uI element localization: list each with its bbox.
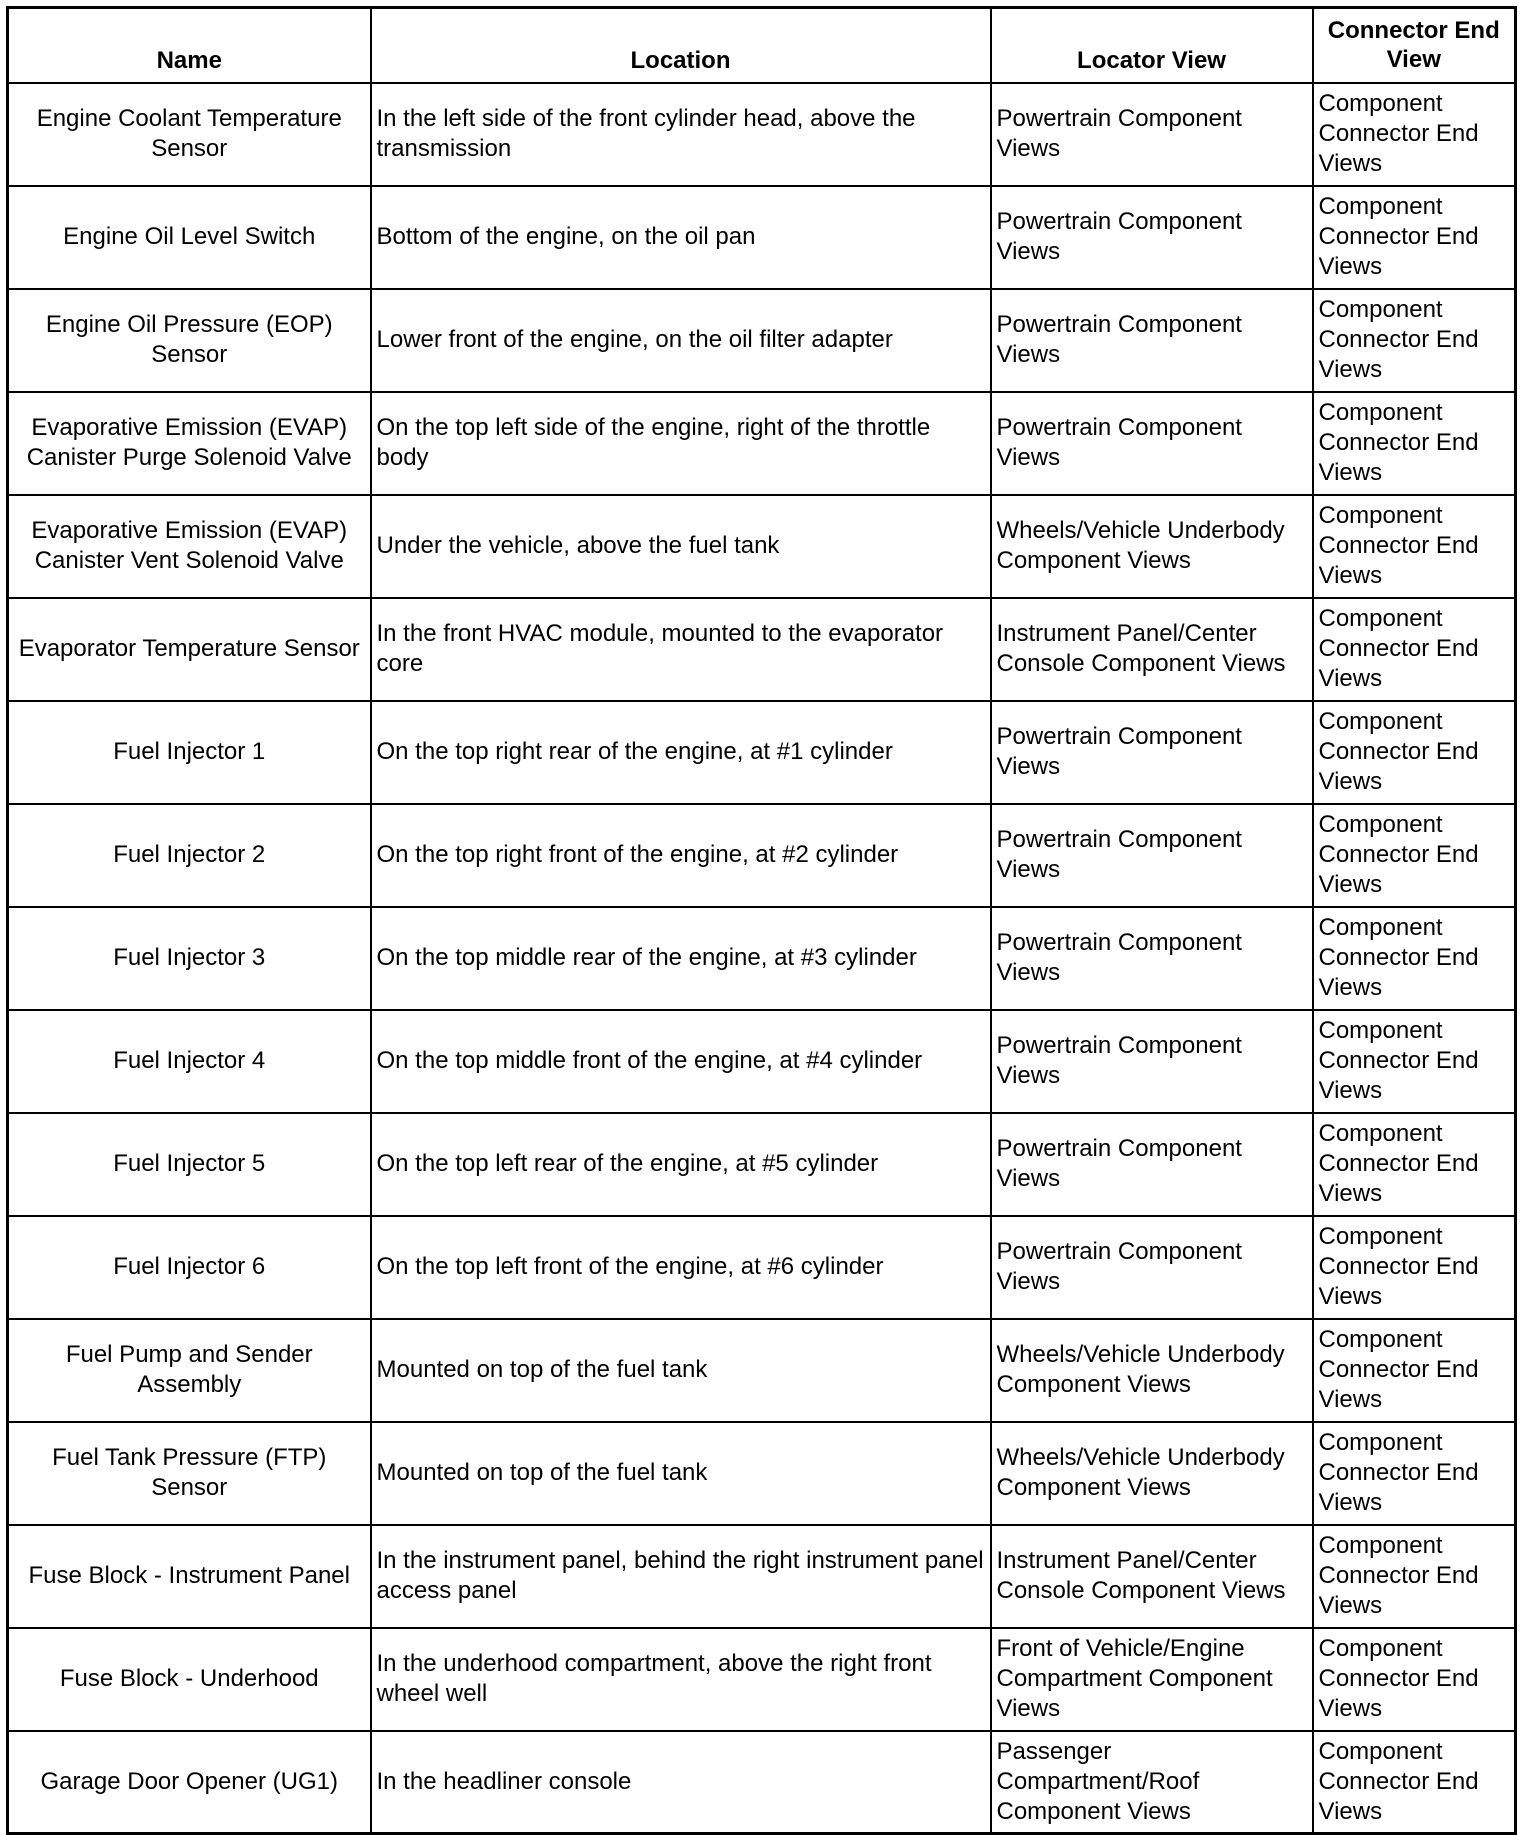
cell-connector-end-view: Component Connector End Views — [1313, 186, 1516, 289]
cell-locator-view: Wheels/Vehicle Underbody Component Views — [991, 1422, 1313, 1525]
cell-locator-view: Powertrain Component Views — [991, 289, 1313, 392]
cell-locator-view: Powertrain Component Views — [991, 83, 1313, 186]
cell-connector-end-view: Component Connector End Views — [1313, 1731, 1516, 1834]
cell-name: Evaporative Emission (EVAP) Canister Purge Solenoid Valve — [8, 392, 371, 495]
cell-name: Fuel Injector 4 — [8, 1010, 371, 1113]
cell-location: Lower front of the engine, on the oil filter adapter — [371, 289, 991, 392]
cell-location: On the top right front of the engine, at #2 cylinder — [371, 804, 991, 907]
cell-location: On the top middle front of the engine, at #4 cylinder — [371, 1010, 991, 1113]
cell-name: Fuel Injector 3 — [8, 907, 371, 1010]
cell-name: Engine Oil Level Switch — [8, 186, 371, 289]
cell-connector-end-view: Component Connector End Views — [1313, 701, 1516, 804]
cell-connector-end-view: Component Connector End Views — [1313, 1113, 1516, 1216]
cell-connector-end-view: Component Connector End Views — [1313, 1628, 1516, 1731]
cell-locator-view: Powertrain Component Views — [991, 186, 1313, 289]
cell-locator-view: Powertrain Component Views — [991, 1113, 1313, 1216]
cell-connector-end-view: Component Connector End Views — [1313, 495, 1516, 598]
cell-name: Engine Oil Pressure (EOP) Sensor — [8, 289, 371, 392]
table-row — [8, 701, 1516, 804]
cell-location: On the top middle rear of the engine, at #3 cylinder — [371, 907, 991, 1010]
table-row — [8, 1010, 1516, 1113]
cell-name: Fuel Injector 5 — [8, 1113, 371, 1216]
cell-location: On the top left rear of the engine, at #5 cylinder — [371, 1113, 991, 1216]
cell-location: Mounted on top of the fuel tank — [371, 1422, 991, 1525]
header-connector-end-view: Connector End View — [1313, 8, 1516, 83]
cell-location: In the underhood compartment, above the right front wheel well — [371, 1628, 991, 1731]
cell-locator-view: Passenger Compartment/Roof Component Views — [991, 1731, 1313, 1834]
cell-locator-view: Wheels/Vehicle Underbody Component Views — [991, 495, 1313, 598]
header-row — [8, 8, 1516, 83]
table-row — [8, 495, 1516, 598]
cell-locator-view: Powertrain Component Views — [991, 804, 1313, 907]
cell-locator-view: Wheels/Vehicle Underbody Component Views — [991, 1319, 1313, 1422]
table-row — [8, 598, 1516, 701]
table-row — [8, 907, 1516, 1010]
cell-connector-end-view: Component Connector End Views — [1313, 598, 1516, 701]
cell-location: Under the vehicle, above the fuel tank — [371, 495, 991, 598]
cell-locator-view: Powertrain Component Views — [991, 1010, 1313, 1113]
table-row — [8, 1216, 1516, 1319]
header-location: Location — [371, 8, 991, 83]
cell-name: Fuel Pump and Sender Assembly — [8, 1319, 371, 1422]
table-row — [8, 1319, 1516, 1422]
cell-connector-end-view: Component Connector End Views — [1313, 804, 1516, 907]
cell-location: Mounted on top of the fuel tank — [371, 1319, 991, 1422]
table-row — [8, 1422, 1516, 1525]
cell-name: Engine Coolant Temperature Sensor — [8, 83, 371, 186]
cell-locator-view: Powertrain Component Views — [991, 701, 1313, 804]
table-row — [8, 1628, 1516, 1731]
cell-name: Fuel Tank Pressure (FTP) Sensor — [8, 1422, 371, 1525]
cell-name: Fuel Injector 6 — [8, 1216, 371, 1319]
cell-name: Fuel Injector 1 — [8, 701, 371, 804]
cell-location: On the top left front of the engine, at #6 cylinder — [371, 1216, 991, 1319]
cell-connector-end-view: Component Connector End Views — [1313, 392, 1516, 495]
cell-location: In the headliner console — [371, 1731, 991, 1834]
component-locator-table — [6, 6, 1517, 1835]
cell-location: In the instrument panel, behind the right instrument panel access panel — [371, 1525, 991, 1628]
table-row — [8, 1113, 1516, 1216]
table-row — [8, 83, 1516, 186]
cell-location: On the top right rear of the engine, at #1 cylinder — [371, 701, 991, 804]
cell-name: Fuel Injector 2 — [8, 804, 371, 907]
cell-connector-end-view: Component Connector End Views — [1313, 1319, 1516, 1422]
cell-locator-view: Instrument Panel/Center Console Component Views — [991, 1525, 1313, 1628]
cell-connector-end-view: Component Connector End Views — [1313, 289, 1516, 392]
table-header — [8, 8, 1516, 83]
table-row — [8, 1525, 1516, 1628]
table-row — [8, 392, 1516, 495]
table-body — [8, 83, 1516, 1834]
cell-connector-end-view: Component Connector End Views — [1313, 83, 1516, 186]
cell-connector-end-view: Component Connector End Views — [1313, 907, 1516, 1010]
table-row — [8, 804, 1516, 907]
cell-connector-end-view: Component Connector End Views — [1313, 1010, 1516, 1113]
cell-locator-view: Front of Vehicle/Engine Compartment Component Views — [991, 1628, 1313, 1731]
cell-connector-end-view: Component Connector End Views — [1313, 1216, 1516, 1319]
cell-locator-view: Powertrain Component Views — [991, 392, 1313, 495]
cell-name: Fuse Block - Instrument Panel — [8, 1525, 371, 1628]
table-row — [8, 186, 1516, 289]
header-name: Name — [8, 8, 371, 83]
cell-connector-end-view: Component Connector End Views — [1313, 1422, 1516, 1525]
cell-location: In the left side of the front cylinder head, above the transmission — [371, 83, 991, 186]
cell-connector-end-view: Component Connector End Views — [1313, 1525, 1516, 1628]
cell-location: Bottom of the engine, on the oil pan — [371, 186, 991, 289]
table-row — [8, 289, 1516, 392]
header-locator-view: Locator View — [991, 8, 1313, 83]
cell-location: In the front HVAC module, mounted to the evaporator core — [371, 598, 991, 701]
cell-locator-view: Powertrain Component Views — [991, 1216, 1313, 1319]
cell-locator-view: Powertrain Component Views — [991, 907, 1313, 1010]
table-row — [8, 1731, 1516, 1834]
cell-location: On the top left side of the engine, right of the throttle body — [371, 392, 991, 495]
cell-name: Garage Door Opener (UG1) — [8, 1731, 371, 1834]
cell-name: Evaporative Emission (EVAP) Canister Vent Solenoid Valve — [8, 495, 371, 598]
cell-name: Fuse Block - Underhood — [8, 1628, 371, 1731]
cell-locator-view: Instrument Panel/Center Console Component Views — [991, 598, 1313, 701]
cell-name: Evaporator Temperature Sensor — [8, 598, 371, 701]
